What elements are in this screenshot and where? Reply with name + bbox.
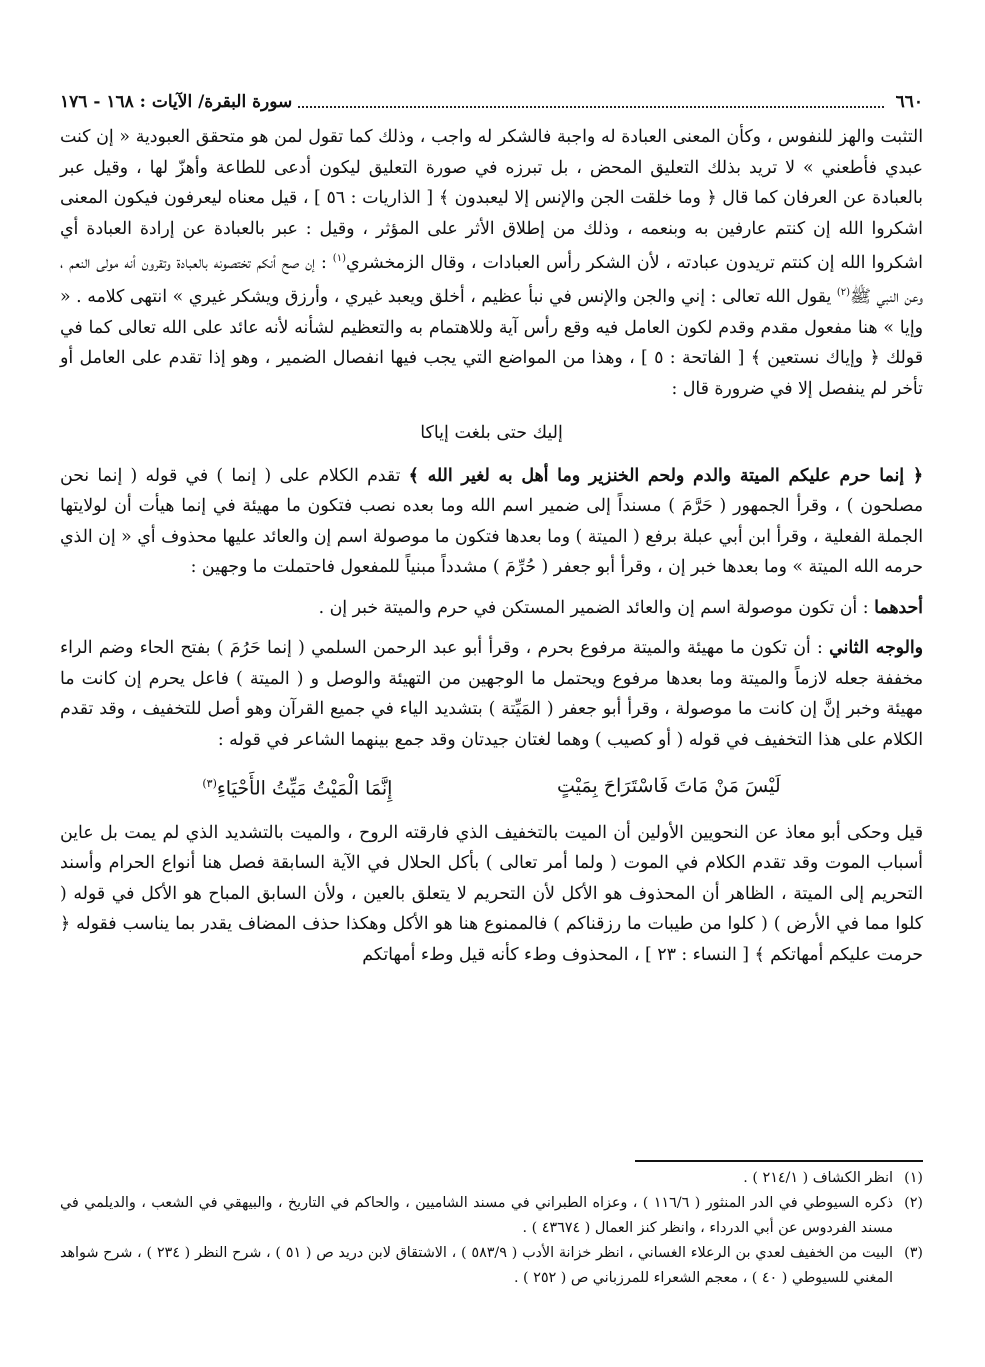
paragraph-1 xyxy=(60,122,923,404)
paragraph-5 xyxy=(60,818,923,971)
footnote-ref-1[interactable]: (١) xyxy=(332,253,346,264)
footnote-ref-2[interactable]: (٢) xyxy=(836,287,851,299)
header-dot-leader xyxy=(298,105,883,108)
footnote-divider xyxy=(635,1160,923,1162)
main-text xyxy=(60,122,923,970)
poem-verse xyxy=(120,769,863,804)
paragraph-2-text: تقدم الكلام على ( إنما ) في قوله ( إنما نحن مصلحون ) ، وقرأ الجمهور ( حَرَّمَ ) مسنداً إلى ضمير اسم الله وما بعده نصب فتكون ما مهيئة في إنما هيأت أن لولايتها الجملة الفعلية ، وقرأ ابن أبي عبلة برفع ( الميتة ) وما بعدها فتكون ما موصولة اسم إن والعائد عليها محذوف أي « إن الذي حرمه الله الميتة » وما بعدها خبر إن ، وقرأ أبو جعفر ( حُرِّمَ ) مشدداً مبنياً للمفعول فاحتملت ما وجهين : xyxy=(60,465,923,578)
paragraph-4 xyxy=(60,633,923,755)
page-number: ٦٦٠ xyxy=(895,92,923,112)
quoted-verse: إليك حتى بلغت إياكا xyxy=(420,423,563,444)
paragraph-3-text: : أن تكون موصولة اسم إن والعائد الضمير المستكن في حرم والميتة خبر إن . xyxy=(318,597,869,618)
footnote-text: البيت من الخفيف لعدي بن الرعلاء الغساني ، انظر خزانة الأدب ( ٥٨٣/٩ ) ، الاشتقاق لابن دريد ص ( ٥١ ) ، شرح النظر ( ٢٣٤ ) ، شرح شواهد المغني للسيوطي ( ٤٠ ) ، معجم الشعراء للمرزباني ص ( ٢٥٢ ) . xyxy=(60,1245,893,1286)
quranic-verse-heading: ﴿ إنما حرم عليكم الميتة والدم ولحم الخنزير وما أهل به لغير الله ﴾ xyxy=(408,465,923,486)
footnote-1 xyxy=(60,1166,923,1191)
header-title: سورة البقرة/ الآيات : ١٦٨ - ١٧٦ xyxy=(60,92,293,112)
footnote-ref-3[interactable]: (٣) xyxy=(202,777,217,791)
footnote-number: (١) xyxy=(904,1170,923,1186)
paragraph-3 xyxy=(60,593,923,624)
footnote-2 xyxy=(60,1191,923,1241)
paragraph-1-text-b: : إن صح أنكم تختصونه بالعبادة وتقرون أنه مولى النعم ، وعن النبي ﷺ xyxy=(60,252,923,308)
poem-hemistich-right: لَيْسَ مَنْ مَاتَ فَاسْتَرَاحَ بِمَيْتٍ xyxy=(557,775,781,798)
first-aspect-label: أحدهما xyxy=(874,597,923,618)
poem-hemistich-left: إِنَّمَا الْمَيْتُ مَيِّتُ الأَحْيَاءِ xyxy=(216,777,393,800)
poem-hemistich-left-wrap xyxy=(202,769,392,804)
running-header xyxy=(60,83,923,113)
footnote-number: (٢) xyxy=(904,1195,923,1211)
second-aspect-label: والوجه الثاني xyxy=(829,638,923,659)
paragraph-5-text: قيل وحكى أبو معاذ عن النحويين الأولين أن الميت بالتخفيف الذي فارقته الروح ، والميت بالتشديد الذي لم يمت بل عاين أسباب الموت وقد تقدم الكلام في الموت ( ولما أمر تعالى ) بأكل الحلال في الآية السابقة فصل هنا أنواع الحرام وأسند التحريم إلى الميتة ، الظاهر أن المحذوف هو الأكل لأن التحريم لا يتعلق بالعين ، ولأن السابق المباح هو الأكل في قوله ( كلوا مما في الأرض ) ( كلوا من طيبات ما رزقناكم ) فالممنوع هنا هو الأكل وهكذا حذف المضاف يقدر بما يناسب فقوله ﴿ حرمت عليكم أمهاتكم ﴾ [ النساء : ٢٣ ] ، المحذوف وطء كأنه قيل وطء أمهاتكم xyxy=(60,822,923,965)
paragraph-1-text: التثبت والهز للنفوس ، وكأن المعنى العبادة له واجبة فالشكر له واجب ، وذلك كما تقول لمن هو متحقق العبودية « إن كنت عبدي فأطعني » لا تريد بذلك التعليق المحض ، بل تبرزه في صورة التعليق ليكون أدعى للطاعة وأهزّ لها ، وقيل عبر بالعبادة عن العرفان كما قال ﴿ وما خلقت الجن والإنس إلا ليعبدون ﴾ [ الذاريات : ٥٦ ] ، قيل معناه ليعرفون فيكون المعنى اشكروا الله إن كنتم عارفين به وبنعمه ، وذلك من إطلاق الأثر على المؤثر ، وقيل : عبر بالعبادة عن إرادة العبادة أي اشكروا الله إن كنتم تريدون عبادته ، لأن الشكر رأس العبادات ، وقال الزمخشري xyxy=(60,127,923,273)
footnote-text: انظر الكشاف ( ٢١٤/١ ) . xyxy=(743,1170,893,1186)
paragraph-2 xyxy=(60,461,923,583)
footnote-text: ذكره السيوطي في الدر المنثور ( ١١٦/٦ ) ، وعزاه الطبراني في مسند الشاميين ، والحاكم في التاريخ ، والبيهقي في الشعب ، والديلمي في مسند الفردوس عن أبي الدرداء ، وانظر كنز العمال ( ٤٣٦٧٤ ) . xyxy=(60,1195,893,1236)
footnote-number: (٣) xyxy=(904,1245,923,1261)
footnote-3 xyxy=(60,1241,923,1291)
paragraph-1-text-c: يقول الله تعالى : إني والجن والإنس في نبأ عظيم ، أخلق ويعبد غيري ، وأرزق ويشكر غيري » انتهى كلامه . « وإيا » هنا مفعول مقدم وقدم لكون العامل فيه وقع رأس آية وللاهتمام به والتعظيم لشأنه لأنه عائد على الله تعالى كما في قولك ﴿ وإياك نستعين ﴾ [ الفاتحة : ٥ ] ، وهذا من المواضع التي يجب فيها انفصال الضمير ، وهو إذا تقدم على العامل أو تأخر لم ينفصل إلا في ضرورة قال : xyxy=(60,287,923,399)
footnotes xyxy=(60,1166,923,1291)
paragraph-4-text: : أن تكون ما مهيئة والميتة مرفوع بحرم ، وقرأ أبو عبد الرحمن السلمي ( إنما حَرُمَ ) بفتح الحاء وضم الراء مخففة جعله لازماً والميتة وما بعدها مرفوع ويحتمل ما الوجهين من التهيئة والوصل و ( الميتة ) فاعل يحرم إن كانت ما مهيئة وخبر إنَّ إن كانت ما موصولة ، وقرأ أبو جعفر ( المَيِّتة ) بتشديد الياء في جميع القرآن وهو أصل للتخفيف ، وقد تقدم الكلام على هذا التخفيف في قوله ( أو كصيب ) وهما لغتان جيدتان وقد جمع بينهما الشاعر في قوله : xyxy=(60,638,923,750)
